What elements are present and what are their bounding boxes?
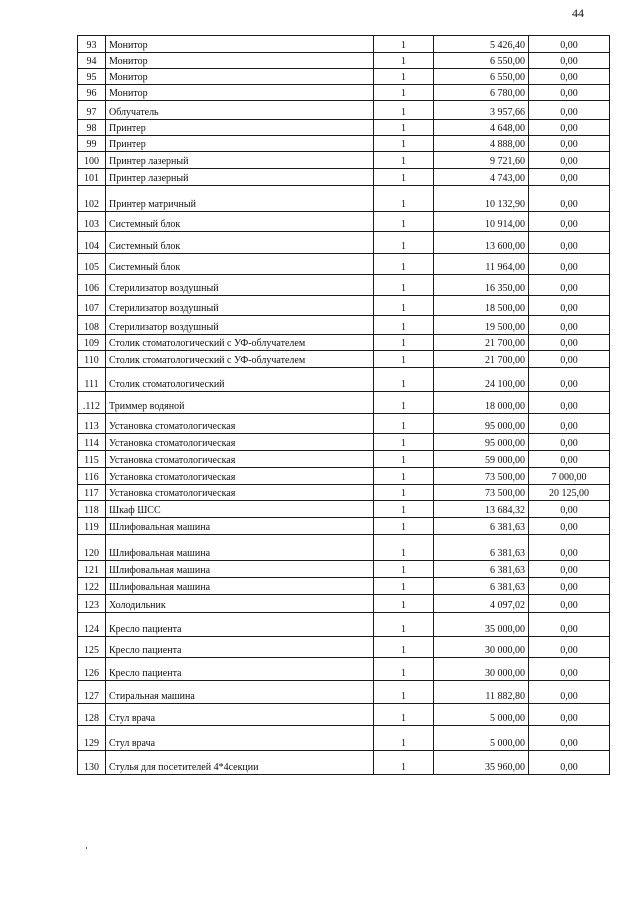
residual-value-cell: 0,00 [529, 53, 610, 69]
item-name-cell: Стерилизатор воздушный [106, 316, 374, 335]
item-name-cell: Облучатель [106, 101, 374, 120]
cost-cell: 95 000,00 [434, 414, 529, 434]
row-number-cell: 107 [78, 296, 106, 316]
row-number-cell: 108 [78, 316, 106, 335]
table-row [78, 275, 610, 296]
row-number-cell: .112 [78, 392, 106, 414]
item-name-cell: Принтер лазерный [106, 152, 374, 169]
cost-cell: 30 000,00 [434, 637, 529, 658]
table-row [78, 637, 610, 658]
page-number: 44 [572, 6, 584, 20]
table-row [78, 351, 610, 368]
residual-value-cell: 0,00 [529, 658, 610, 681]
cost-cell: 21 700,00 [434, 335, 529, 351]
table-row [78, 414, 610, 434]
item-name-cell: Шлифовальная машина [106, 518, 374, 535]
cost-cell: 11 964,00 [434, 254, 529, 275]
cost-cell: 6 780,00 [434, 85, 529, 101]
residual-value-cell: 0,00 [529, 561, 610, 578]
row-number-cell: 117 [78, 485, 106, 501]
cost-cell: 4 888,00 [434, 136, 529, 152]
quantity-cell: 1 [374, 120, 434, 136]
quantity-cell: 1 [374, 595, 434, 613]
row-number-cell: 98 [78, 120, 106, 136]
row-number-cell: 129 [78, 726, 106, 751]
quantity-cell: 1 [374, 637, 434, 658]
cost-cell: 18 500,00 [434, 296, 529, 316]
row-number-cell: 111 [78, 368, 106, 392]
item-name-cell: Стулья для посетителей 4*4секции [106, 751, 374, 775]
table-row [78, 254, 610, 275]
table-row [78, 451, 610, 468]
item-name-cell: Шлифовальная машина [106, 535, 374, 561]
residual-value-cell: 0,00 [529, 535, 610, 561]
item-name-cell: Установка стоматологическая [106, 485, 374, 501]
quantity-cell: 1 [374, 578, 434, 595]
cost-cell: 6 381,63 [434, 561, 529, 578]
row-number-cell: 109 [78, 335, 106, 351]
table-row [78, 613, 610, 637]
table-row [78, 296, 610, 316]
table-row [78, 578, 610, 595]
table-row [78, 535, 610, 561]
row-number-cell: 101 [78, 169, 106, 186]
residual-value-cell: 0,00 [529, 335, 610, 351]
residual-value-cell: 0,00 [529, 613, 610, 637]
cost-cell: 6 381,63 [434, 535, 529, 561]
cost-cell: 16 350,00 [434, 275, 529, 296]
row-number-cell: 121 [78, 561, 106, 578]
cost-cell: 24 100,00 [434, 368, 529, 392]
quantity-cell: 1 [374, 212, 434, 232]
cost-cell: 18 000,00 [434, 392, 529, 414]
item-name-cell: Стул врача [106, 704, 374, 726]
item-name-cell: Холодильник [106, 595, 374, 613]
quantity-cell: 1 [374, 414, 434, 434]
residual-value-cell: 0,00 [529, 681, 610, 704]
cost-cell: 19 500,00 [434, 316, 529, 335]
residual-value-cell: 0,00 [529, 85, 610, 101]
cost-cell: 6 381,63 [434, 518, 529, 535]
quantity-cell: 1 [374, 232, 434, 254]
item-name-cell: Системный блок [106, 232, 374, 254]
quantity-cell: 1 [374, 85, 434, 101]
table-row [78, 704, 610, 726]
item-name-cell: Столик стоматологический с УФ-облучателем [106, 351, 374, 368]
quantity-cell: 1 [374, 368, 434, 392]
residual-value-cell: 0,00 [529, 368, 610, 392]
quantity-cell: 1 [374, 296, 434, 316]
table-row [78, 232, 610, 254]
item-name-cell: Кресло пациента [106, 613, 374, 637]
residual-value-cell: 0,00 [529, 751, 610, 775]
quantity-cell: 1 [374, 704, 434, 726]
row-number-cell: 99 [78, 136, 106, 152]
table-row [78, 726, 610, 751]
row-number-cell: 119 [78, 518, 106, 535]
scan-artifact-mark [86, 847, 87, 849]
item-name-cell: Столик стоматологический с УФ-облучателем [106, 335, 374, 351]
item-name-cell: Кресло пациента [106, 637, 374, 658]
item-name-cell: Установка стоматологическая [106, 434, 374, 451]
quantity-cell: 1 [374, 186, 434, 212]
residual-value-cell: 0,00 [529, 69, 610, 85]
table-row [78, 101, 610, 120]
table-row [78, 53, 610, 69]
cost-cell: 35 960,00 [434, 751, 529, 775]
row-number-cell: 115 [78, 451, 106, 468]
item-name-cell: Стерилизатор воздушный [106, 275, 374, 296]
quantity-cell: 1 [374, 316, 434, 335]
row-number-cell: 116 [78, 468, 106, 485]
table-row [78, 136, 610, 152]
row-number-cell: 96 [78, 85, 106, 101]
table-row [78, 120, 610, 136]
cost-cell: 5 000,00 [434, 704, 529, 726]
quantity-cell: 1 [374, 136, 434, 152]
residual-value-cell: 0,00 [529, 232, 610, 254]
residual-value-cell: 0,00 [529, 637, 610, 658]
residual-value-cell: 0,00 [529, 578, 610, 595]
residual-value-cell: 7 000,00 [529, 468, 610, 485]
quantity-cell: 1 [374, 69, 434, 85]
cost-cell: 6 550,00 [434, 69, 529, 85]
quantity-cell: 1 [374, 468, 434, 485]
quantity-cell: 1 [374, 518, 434, 535]
cost-cell: 5 426,40 [434, 36, 529, 53]
row-number-cell: 118 [78, 501, 106, 518]
row-number-cell: 110 [78, 351, 106, 368]
table-row [78, 595, 610, 613]
item-name-cell: Установка стоматологическая [106, 451, 374, 468]
quantity-cell: 1 [374, 53, 434, 69]
residual-value-cell: 0,00 [529, 434, 610, 451]
item-name-cell: Монитор [106, 53, 374, 69]
residual-value-cell: 0,00 [529, 275, 610, 296]
item-name-cell: Принтер [106, 120, 374, 136]
item-name-cell: Принтер лазерный [106, 169, 374, 186]
residual-value-cell: 0,00 [529, 392, 610, 414]
cost-cell: 21 700,00 [434, 351, 529, 368]
table-row [78, 85, 610, 101]
residual-value-cell: 0,00 [529, 316, 610, 335]
quantity-cell: 1 [374, 751, 434, 775]
cost-cell: 35 000,00 [434, 613, 529, 637]
item-name-cell: Установка стоматологическая [106, 414, 374, 434]
table-row [78, 186, 610, 212]
quantity-cell: 1 [374, 451, 434, 468]
item-name-cell: Кресло пациента [106, 658, 374, 681]
item-name-cell: Монитор [106, 69, 374, 85]
item-name-cell: Столик стоматологический [106, 368, 374, 392]
cost-cell: 5 000,00 [434, 726, 529, 751]
residual-value-cell: 0,00 [529, 186, 610, 212]
row-number-cell: 104 [78, 232, 106, 254]
item-name-cell: Шкаф ШСС [106, 501, 374, 518]
item-name-cell: Стиральная машина [106, 681, 374, 704]
item-name-cell: Монитор [106, 85, 374, 101]
table-row [78, 212, 610, 232]
cost-cell: 59 000,00 [434, 451, 529, 468]
row-number-cell: 105 [78, 254, 106, 275]
cost-cell: 30 000,00 [434, 658, 529, 681]
row-number-cell: 106 [78, 275, 106, 296]
item-name-cell: Стул врача [106, 726, 374, 751]
table-row [78, 501, 610, 518]
cost-cell: 6 381,63 [434, 578, 529, 595]
residual-value-cell: 0,00 [529, 36, 610, 53]
table-row [78, 316, 610, 335]
quantity-cell: 1 [374, 152, 434, 169]
cost-cell: 95 000,00 [434, 434, 529, 451]
table-row [78, 561, 610, 578]
item-name-cell: Системный блок [106, 254, 374, 275]
item-name-cell: Установка стоматологическая [106, 468, 374, 485]
cost-cell: 6 550,00 [434, 53, 529, 69]
row-number-cell: 103 [78, 212, 106, 232]
table-row [78, 69, 610, 85]
quantity-cell: 1 [374, 535, 434, 561]
row-number-cell: 120 [78, 535, 106, 561]
row-number-cell: 128 [78, 704, 106, 726]
table-row [78, 485, 610, 501]
row-number-cell: 95 [78, 69, 106, 85]
item-name-cell: Триммер водяной [106, 392, 374, 414]
residual-value-cell: 0,00 [529, 414, 610, 434]
quantity-cell: 1 [374, 275, 434, 296]
row-number-cell: 102 [78, 186, 106, 212]
row-number-cell: 130 [78, 751, 106, 775]
quantity-cell: 1 [374, 392, 434, 414]
inventory-table [77, 35, 610, 775]
residual-value-cell: 0,00 [529, 101, 610, 120]
item-name-cell: Стерилизатор воздушный [106, 296, 374, 316]
item-name-cell: Шлифовальная машина [106, 578, 374, 595]
quantity-cell: 1 [374, 434, 434, 451]
table-row [78, 152, 610, 169]
residual-value-cell: 0,00 [529, 726, 610, 751]
cost-cell: 4 743,00 [434, 169, 529, 186]
row-number-cell: 122 [78, 578, 106, 595]
cost-cell: 4 097,02 [434, 595, 529, 613]
quantity-cell: 1 [374, 501, 434, 518]
quantity-cell: 1 [374, 485, 434, 501]
cost-cell: 10 132,90 [434, 186, 529, 212]
residual-value-cell: 0,00 [529, 212, 610, 232]
residual-value-cell: 0,00 [529, 169, 610, 186]
item-name-cell: Монитор [106, 36, 374, 53]
residual-value-cell: 0,00 [529, 152, 610, 169]
table-row [78, 434, 610, 451]
cost-cell: 73 500,00 [434, 468, 529, 485]
quantity-cell: 1 [374, 351, 434, 368]
residual-value-cell: 0,00 [529, 136, 610, 152]
table-row [78, 658, 610, 681]
quantity-cell: 1 [374, 658, 434, 681]
residual-value-cell: 0,00 [529, 451, 610, 468]
row-number-cell: 126 [78, 658, 106, 681]
row-number-cell: 97 [78, 101, 106, 120]
cost-cell: 73 500,00 [434, 485, 529, 501]
item-name-cell: Принтер [106, 136, 374, 152]
quantity-cell: 1 [374, 36, 434, 53]
residual-value-cell: 0,00 [529, 120, 610, 136]
item-name-cell: Принтер матричный [106, 186, 374, 212]
row-number-cell: 125 [78, 637, 106, 658]
quantity-cell: 1 [374, 726, 434, 751]
cost-cell: 11 882,80 [434, 681, 529, 704]
cost-cell: 13 600,00 [434, 232, 529, 254]
table-row [78, 518, 610, 535]
row-number-cell: 93 [78, 36, 106, 53]
table-row [78, 368, 610, 392]
table-row [78, 169, 610, 186]
quantity-cell: 1 [374, 254, 434, 275]
quantity-cell: 1 [374, 561, 434, 578]
quantity-cell: 1 [374, 101, 434, 120]
cost-cell: 10 914,00 [434, 212, 529, 232]
row-number-cell: 123 [78, 595, 106, 613]
table-row [78, 751, 610, 775]
table-row [78, 36, 610, 53]
item-name-cell: Шлифовальная машина [106, 561, 374, 578]
residual-value-cell: 0,00 [529, 501, 610, 518]
cost-cell: 4 648,00 [434, 120, 529, 136]
quantity-cell: 1 [374, 335, 434, 351]
quantity-cell: 1 [374, 169, 434, 186]
row-number-cell: 100 [78, 152, 106, 169]
residual-value-cell: 0,00 [529, 704, 610, 726]
item-name-cell: Системный блок [106, 212, 374, 232]
residual-value-cell: 0,00 [529, 254, 610, 275]
residual-value-cell: 0,00 [529, 595, 610, 613]
row-number-cell: 113 [78, 414, 106, 434]
inventory-table-body [78, 36, 610, 775]
row-number-cell: 94 [78, 53, 106, 69]
table-row [78, 681, 610, 704]
cost-cell: 9 721,60 [434, 152, 529, 169]
row-number-cell: 114 [78, 434, 106, 451]
residual-value-cell: 0,00 [529, 296, 610, 316]
residual-value-cell: 0,00 [529, 518, 610, 535]
residual-value-cell: 20 125,00 [529, 485, 610, 501]
table-row [78, 335, 610, 351]
cost-cell: 13 684,32 [434, 501, 529, 518]
cost-cell: 3 957,66 [434, 101, 529, 120]
table-row [78, 468, 610, 485]
row-number-cell: 124 [78, 613, 106, 637]
table-row [78, 392, 610, 414]
row-number-cell: 127 [78, 681, 106, 704]
residual-value-cell: 0,00 [529, 351, 610, 368]
quantity-cell: 1 [374, 681, 434, 704]
quantity-cell: 1 [374, 613, 434, 637]
